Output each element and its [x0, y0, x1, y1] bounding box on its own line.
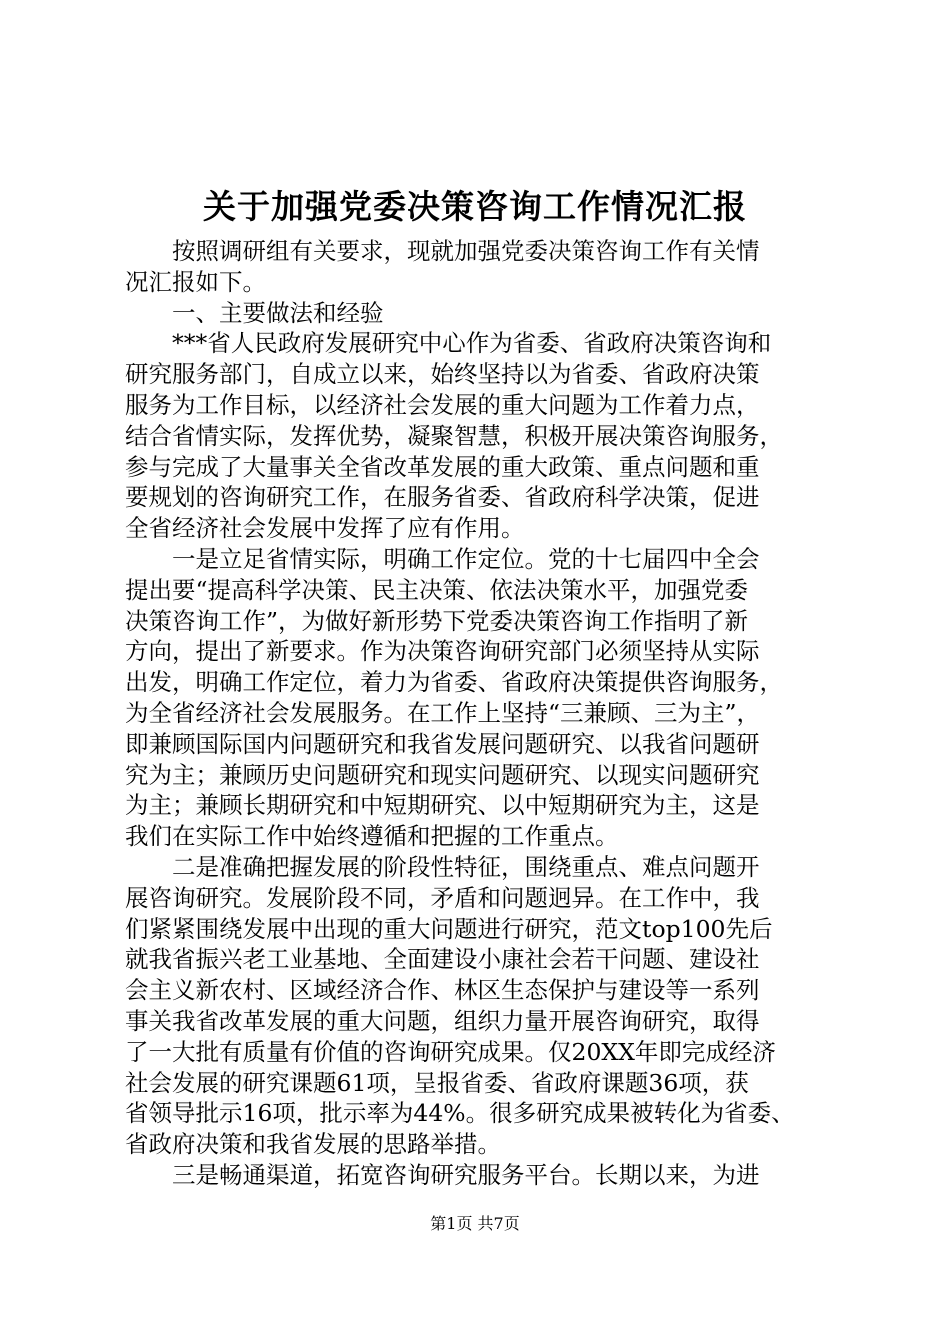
text-line: 们紧紧围绕发展中出现的重大问题进行研究，范文top100先后	[125, 914, 773, 943]
text-line: 方向，提出了新要求。作为决策咨询研究部门必须坚持从实际	[125, 637, 760, 666]
text-line: 会主义新农村、区域经济合作、林区生态保护与建设等一系列	[125, 976, 760, 1005]
text-line: 一、主要做法和经验	[125, 298, 384, 327]
text-line: 为全省经济社会发展服务。在工作上坚持“三兼顾、三为主”，	[125, 698, 761, 727]
text-line: ***省人民政府发展研究中心作为省委、省政府决策咨询和	[125, 329, 772, 358]
text-line: 二是准确把握发展的阶段性特征，围绕重点、难点问题开	[125, 852, 760, 881]
text-line: 为主；兼顾长期研究和中短期研究、以中短期研究为主，这是	[125, 791, 760, 820]
text-line: 提出要“提高科学决策、民主决策、依法决策水平，加强党委	[125, 575, 749, 604]
text-line: 况汇报如下。	[125, 267, 266, 296]
text-line: 展咨询研究。发展阶段不同，矛盾和问题迥异。在工作中，我	[125, 883, 760, 912]
text-line: 参与完成了大量事关全省改革发展的重大政策、重点问题和重	[125, 452, 760, 481]
document-title: 关于加强党委决策咨询工作情况汇报	[203, 187, 747, 226]
text-line: 我们在实际工作中始终遵循和把握的工作重点。	[125, 822, 619, 851]
text-line: 就我省振兴老工业基地、全面建设小康社会若干问题、建设社	[125, 945, 760, 974]
text-line: 研究服务部门，自成立以来，始终坚持以为省委、省政府决策	[125, 360, 760, 389]
text-line: 服务为工作目标，以经济社会发展的重大问题为工作着力点，	[125, 390, 760, 419]
text-line: 了一大批有质量有价值的咨询研究成果。仅20XX年即完成经济	[125, 1037, 776, 1066]
text-line: 决策咨询工作”，为做好新形势下党委决策咨询工作指明了新	[125, 606, 749, 635]
text-line: 即兼顾国际国内问题研究和我省发展问题研究、以我省问题研	[125, 729, 760, 758]
text-line: 省领导批示16项，批示率为44%。很多研究成果被转化为省委、	[125, 1099, 795, 1128]
text-line: 要规划的咨询研究工作，在服务省委、省政府科学决策，促进	[125, 483, 760, 512]
text-line: 按照调研组有关要求，现就加强党委决策咨询工作有关情	[125, 237, 760, 265]
text-line: 社会发展的研究课题61项，呈报省委、省政府课题36项，获	[125, 1068, 749, 1097]
text-line: 全省经济社会发展中发挥了应有作用。	[125, 514, 525, 543]
text-line: 究为主；兼顾历史问题研究和现实问题研究、以现实问题研究	[125, 760, 760, 789]
text-line: 一是立足省情实际，明确工作定位。党的十七届四中全会	[125, 544, 760, 573]
text-line: 省政府决策和我省发展的思路举措。	[125, 1130, 501, 1159]
text-line: 出发，明确工作定位，着力为省委、省政府决策提供咨询服务，	[125, 668, 783, 697]
text-line: 结合省情实际，发挥优势，凝聚智慧，积极开展决策咨询服务，	[125, 421, 783, 450]
page-footer: 第1页 共7页	[430, 1214, 520, 1233]
text-line: 三是畅通渠道，拓宽咨询研究服务平台。长期以来，为进	[125, 1160, 760, 1189]
document-body	[125, 236, 831, 1191]
text-line: 事关我省改革发展的重大问题，组织力量开展咨询研究，取得	[125, 1006, 760, 1035]
